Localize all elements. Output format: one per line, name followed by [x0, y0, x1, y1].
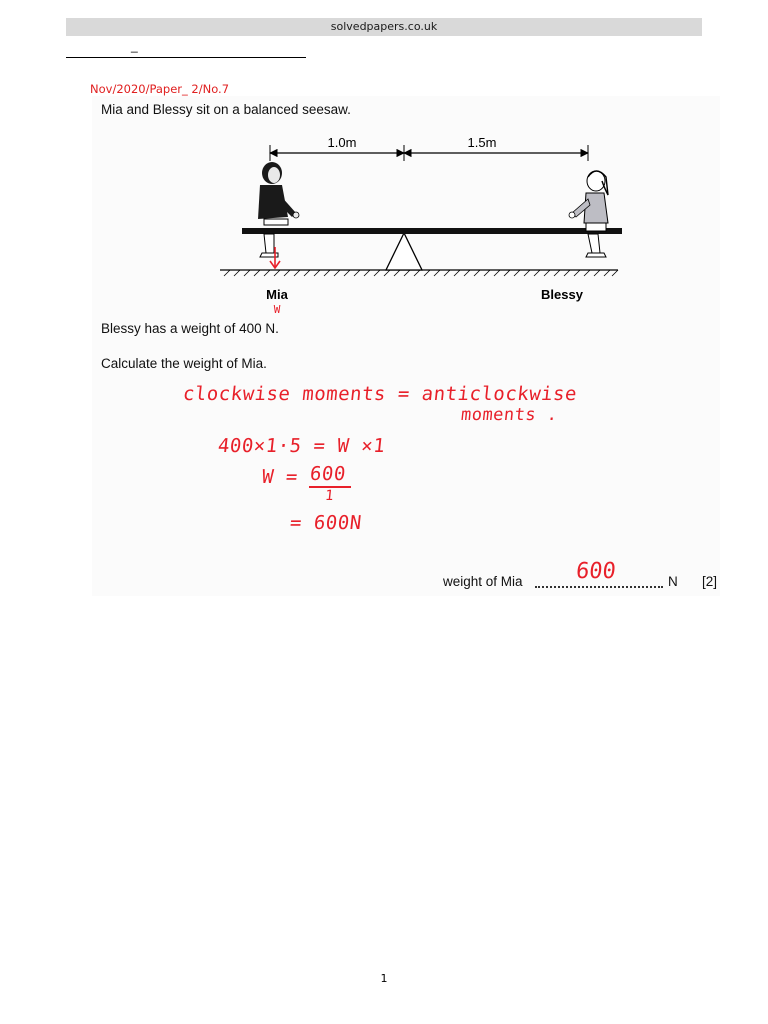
marks-label: [2]: [702, 574, 718, 589]
blessy-label: Blessy: [541, 287, 583, 302]
force-w-label: W: [273, 303, 281, 315]
working-line-5: = 600N: [288, 512, 363, 534]
working-line-1: clockwise moments = anticlockwise: [181, 383, 579, 405]
working-fraction-denominator: 1: [324, 488, 335, 504]
site-header-bar: [66, 18, 702, 36]
distance-label-left: 1.0m: [327, 135, 357, 150]
header-dash: _: [131, 39, 138, 53]
seesaw-diagram: [92, 125, 632, 320]
answer-unit: N: [668, 574, 678, 589]
question-reference: Nov/2020/Paper_ 2/No.7: [90, 82, 230, 96]
working-line-3: 400×1·5 = W ×1: [216, 435, 387, 457]
seesaw-plank: [242, 228, 622, 234]
working-line-2: moments .: [459, 405, 559, 425]
question-intro: Mia and Blessy sit on a balanced seesaw.: [101, 102, 351, 117]
site-name: solvedpapers.co.uk: [330, 20, 438, 33]
answer-label: weight of Mia: [443, 574, 523, 589]
seesaw-pivot: [386, 233, 422, 270]
working-line-4-lhs: W =: [260, 466, 299, 488]
blessy-figure: [569, 171, 608, 257]
page-number: 1: [380, 972, 388, 985]
given-weight-text: Blessy has a weight of 400 N.: [101, 321, 279, 336]
working-fraction-numerator: 600: [308, 463, 347, 485]
distance-label-right: 1.5m: [467, 135, 497, 150]
task-text: Calculate the weight of Mia.: [101, 356, 267, 371]
mia-label: Mia: [266, 287, 288, 302]
answer-value: 600: [574, 559, 618, 584]
mia-figure: [258, 162, 299, 257]
header-rule: [66, 57, 306, 58]
